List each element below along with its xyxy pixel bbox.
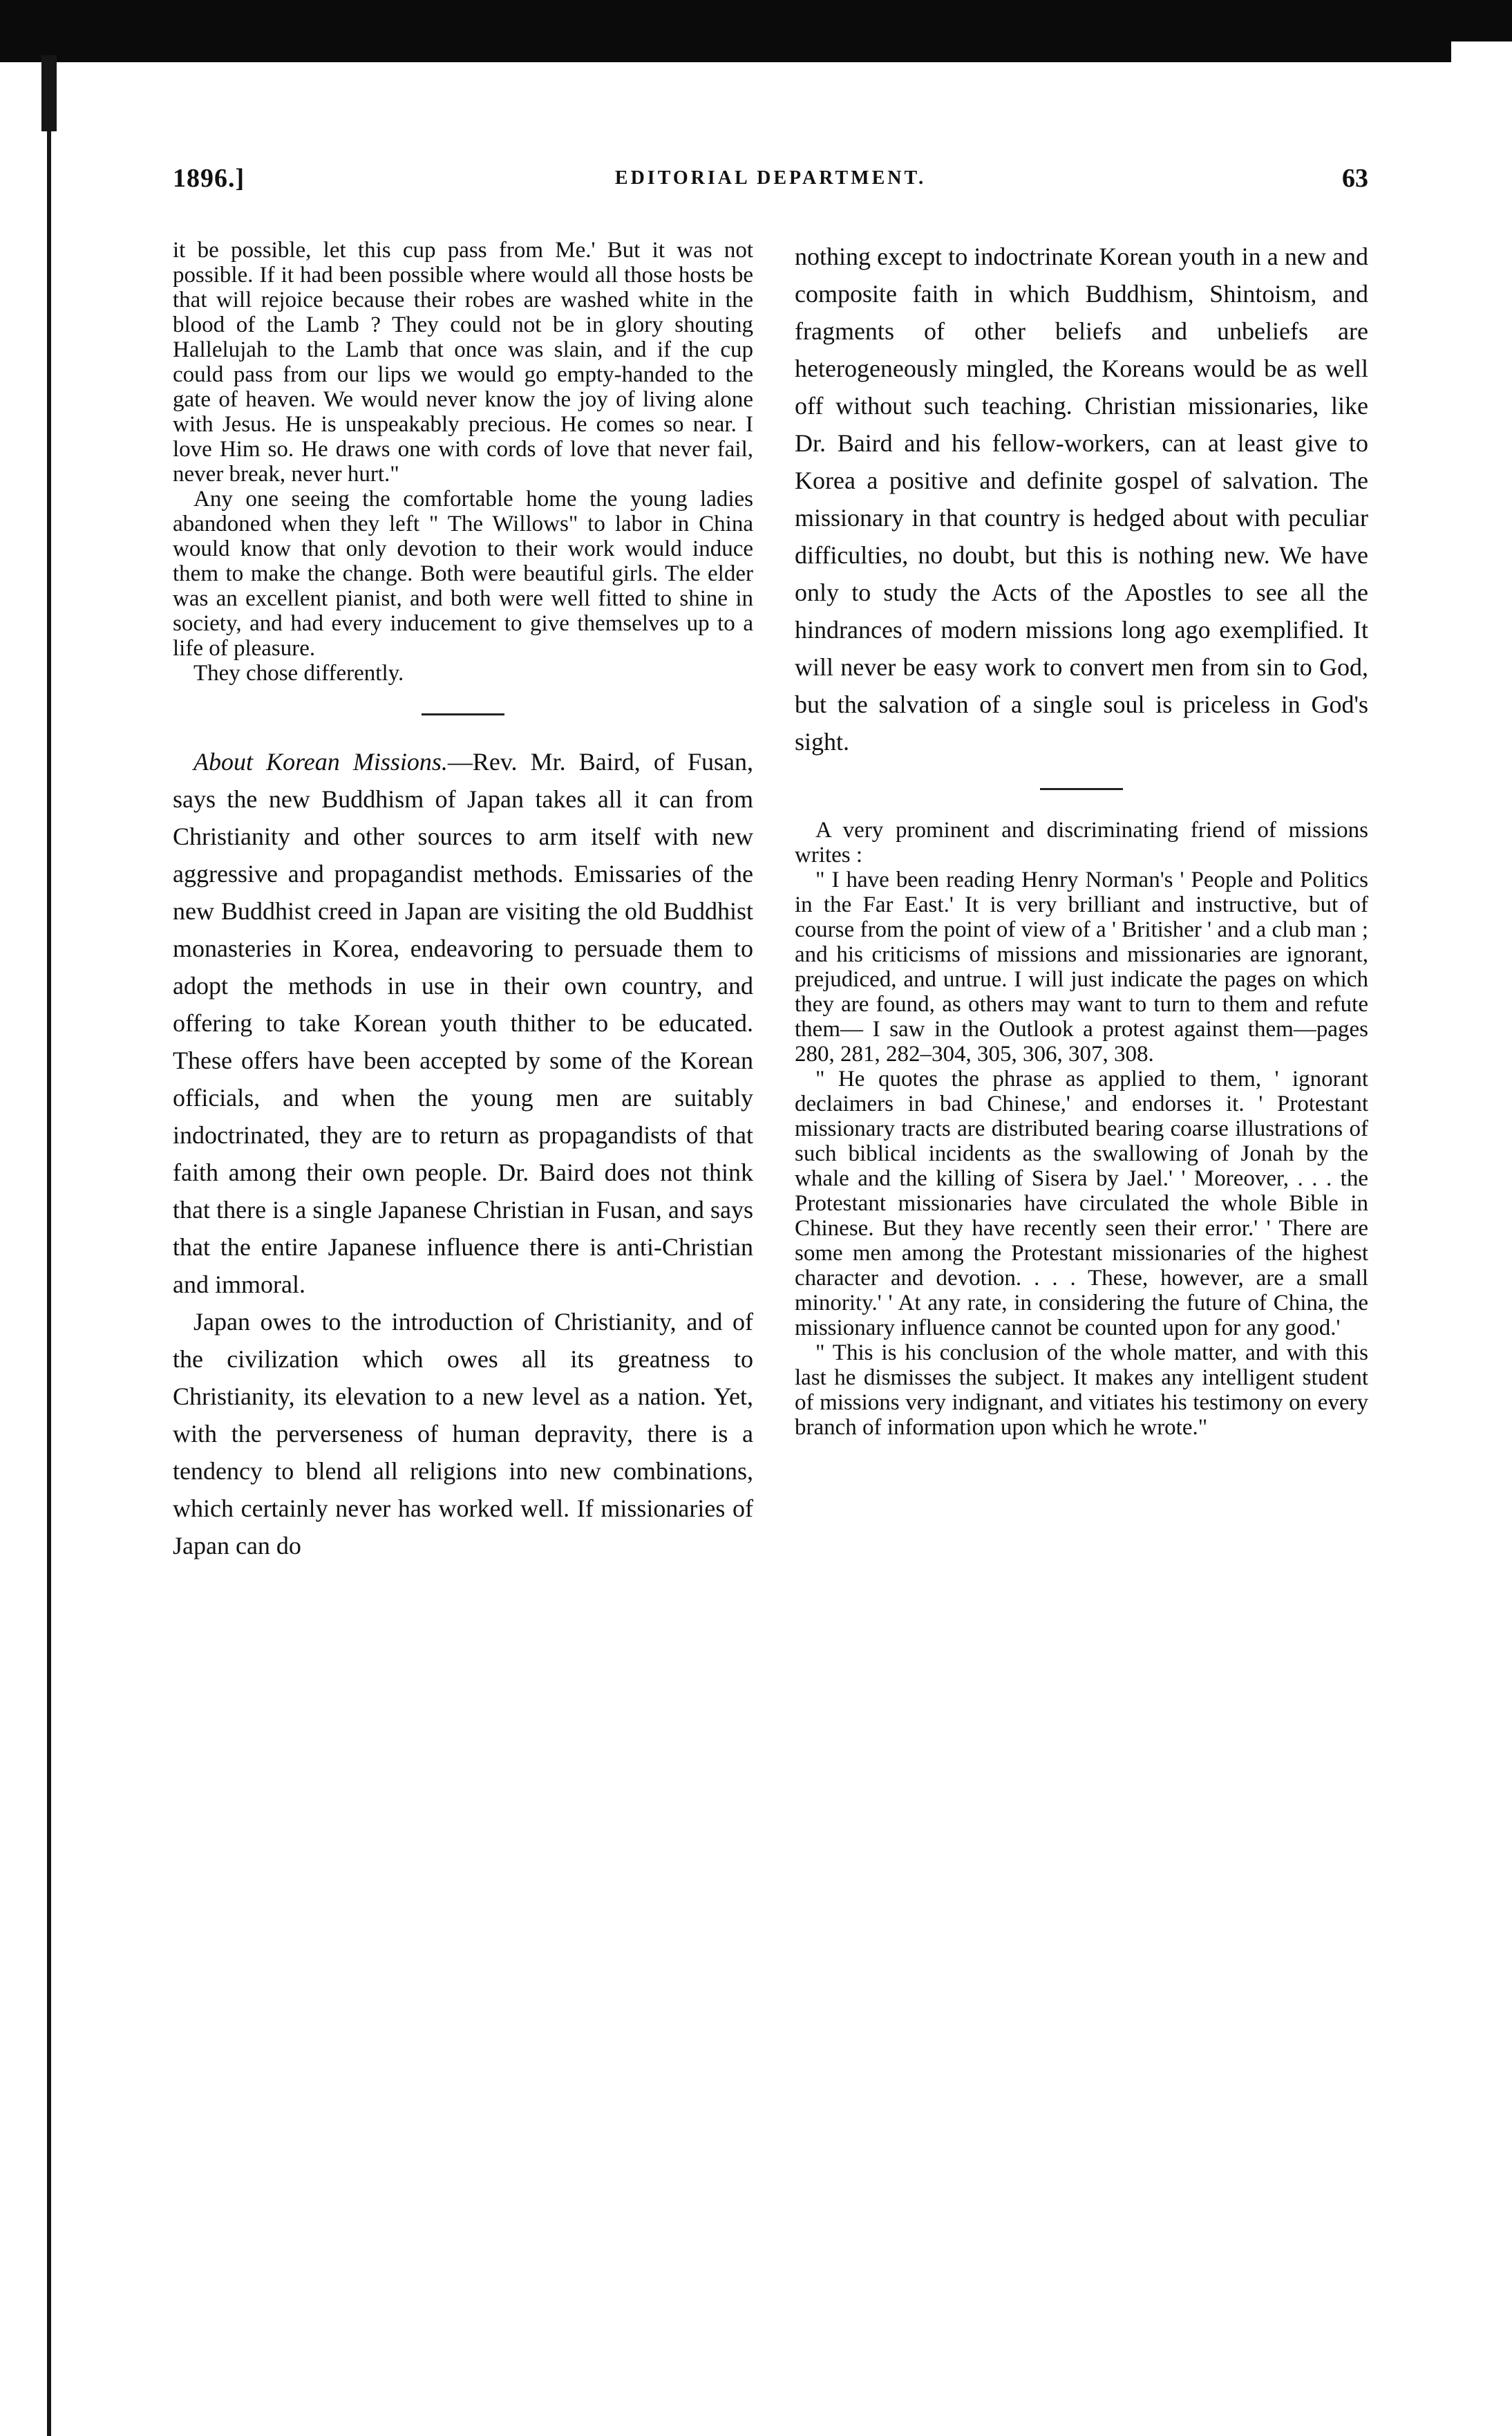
- paragraph: Japan owes to the introduction of Christianity, and of the civilization which owes all its greatness to Christianity, its elevation to a new level as a nation. Yet, with the perverseness of human depravity, there is a tendency to blend all religions into new combinations, which certainly never has worked well. If missionaries of Japan can do: [173, 1308, 753, 1559]
- scan-border-notch: [1451, 41, 1512, 62]
- quotation-paragraph: " I have been reading Henry Norman's ' People and Politics in the Far East.' It is very brilliant and instructive, but of course from the point of view of a ' Britisher ' and a club man ; and his criticisms of missions and missionaries are ignorant, prejudiced, and untrue. I will just indicate the pages on which they are found, as others may want to turn to them and refute them— I saw in the Outlook a protest against them—pages 280, 281, 282–304, 305, 306, 307, 308.: [795, 868, 1368, 1067]
- section-divider: [422, 713, 504, 715]
- paragraph: it be possible, let this cup pass from Me.' But it was not possible. If it had been possible where would all those hosts be that will rejoice because their robes are washed white in the blood of the Lamb ? They could not be in glory shouting Hallelujah to the Lamb that once was slain, and if the cup could pass from our lips we would go empty-handed to the gate of heaven. We would never know the joy of living alone with Jesus. He is unspeakably precious. He comes so near. I love Him so. He draws one with cords of love that never fail, never break, never hurt.": [173, 238, 753, 487]
- quotation-paragraph: " He quotes the phrase as applied to them, ' ignorant declaimers in bad Chinese,' and endorses it. ' Protestant missionary tracts are distributed bearing coarse illustrations of such biblical incidents as the swallowing of Jonah by the whale and the killing of Sisera by Jael.' ' Moreover, . . . the Protestant missionaries have circulated the whole Bible in Chinese. But they have recently seen their error.' ' There are some men among the Protestant missionaries of the highest character and devotion. . . . These, however, are a small minority.' ' At any rate, in considering the future of China, the missionary influence cannot be counted upon for any good.': [795, 1067, 1368, 1340]
- paragraph: nothing except to indoctrinate Korean youth in a new and composite faith in which Buddhism, Shintoism, and fragments of other beliefs and unbeliefs are heterogeneously mingled, the Koreans would be as well off without such teaching. Christian missionaries, like Dr. Baird and his fellow-workers, can at least give to Korea a positive and definite gospel of salvation. The missionary in that country is hedged about with peculiar difficulties, no doubt, but this is nothing new. We have only to study the Acts of the Apostles to see all the hindrances of modern missions long ago exemplified. It will never be easy work to convert men from sin to God, but the salvation of a single soul is priceless in God's sight.: [795, 243, 1368, 756]
- left-column: [173, 238, 753, 1564]
- section-divider: [1040, 788, 1123, 790]
- right-column: [795, 238, 1368, 1440]
- quotation-paragraph: " This is his conclusion of the whole matter, and with this last he dismisses the subject. It makes any intelligent student of missions very indignant, and vitiates his testimony on every branch of information upon which he wrote.": [795, 1340, 1368, 1440]
- running-head-title: EDITORIAL DEPARTMENT.: [614, 167, 927, 189]
- paragraph: They chose differently.: [193, 661, 404, 686]
- scan-left-border: [47, 55, 51, 2436]
- paragraph: A very prominent and discriminating friend of missions writes :: [795, 818, 1368, 868]
- scan-top-border: [0, 0, 1512, 62]
- running-head: [173, 160, 1368, 209]
- running-head-year: 1896.]: [173, 164, 245, 193]
- page: [173, 160, 1368, 2234]
- paragraph: Any one seeing the comfortable home the young ladies abandoned when they left " The Willows" to labor in China would know that only devotion to their work would induce them to make the change. Both were beautiful girls. The elder was an excellent pianist, and both were well fitted to shine in society, and had every inducement to give themselves up to a life of pleasure.: [173, 487, 753, 661]
- section-heading: About Korean Missions.: [193, 748, 448, 776]
- page-number: 63: [1342, 164, 1368, 193]
- paragraph: [173, 743, 753, 1303]
- paragraph-body: —Rev. Mr. Baird, of Fusan, says the new Buddhism of Japan takes all it can from Christianity and other sources to arm itself with new aggressive and propagandist methods. Emissaries of the new Buddhist creed in Japan are visiting the old Buddhist monasteries in Korea, endeavoring to persuade them to adopt the methods in use in their own country, and offering to take Korean youth thither to be educated. These offers have been accepted by some of the Korean officials, and when the young men are suitably indoctrinated, they are to return as propagandists of that faith among their own people. Dr. Baird does not think that there is a single Japanese Christian in Fusan, and says that the entire Japanese influence there is anti-Christian and immoral.: [173, 748, 753, 1298]
